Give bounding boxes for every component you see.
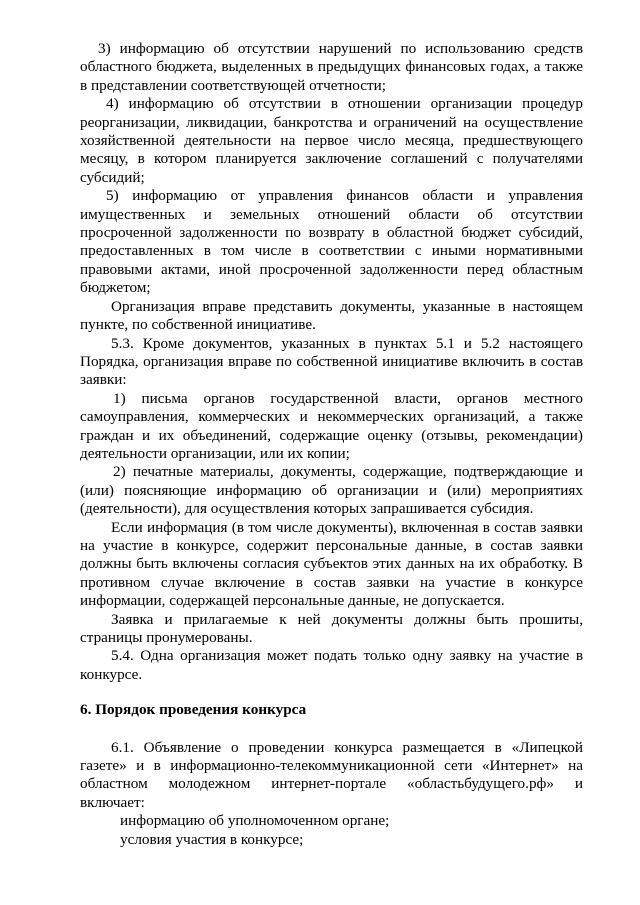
paragraph-6-1: 6.1. Объявление о проведении конкурса размещается в «Липецкой газете» и в информационно-телекоммуникационной сети «Интернет» на областном молодежном интернет-портале «областьбудущего.рф» и включает: xyxy=(80,738,583,811)
paragraph-subitem-1: 1) письма органов государственной власти, органов местного самоуправления, коммерческих и некоммерческих организаций, а также граждан и их объединений, содержащие оценку (отзывы, рекомендации) деятельности организации, или их копии; xyxy=(80,389,583,462)
paragraph-personal-data: Если информация (в том числе документы), включенная в состав заявки на участие в конкурсе, содержит персональные данные, в состав заявки должны быть включены согласия субъектов этих данных на их обработку. В противном случае включение в состав заявки на участие в конкурсе информации, содержащей персональные данные, не допускается. xyxy=(80,518,583,610)
paragraph-item-4: 4) информацию об отсутствии в отношении организации процедур реорганизации, ликвидации, банкротства и ограничений на осуществление хозяйственной деятельности на первое число месяца, предшествующего месяцу, в котором планируется заключение соглашений с получателями субсидий; xyxy=(80,95,583,186)
list-line-conditions: условия участия в конкурсе; xyxy=(120,830,304,848)
paragraph-item-5: 5) информацию от управления финансов области и управления имущественных и земельных отношений области об отсутствии просроченной задолженности по возврату в областной бюджет субсидий, предоставленных в том числе в соответствии с иными нормативными правовыми актами, иной просроченной задолженности перед областным бюджетом; xyxy=(80,187,583,297)
list-line-authority: информацию об уполномоченном органе; xyxy=(120,812,390,830)
section-heading: 6. Порядок проведения конкурса xyxy=(80,701,307,719)
paragraph-item-3: 3) информацию об отсутствии нарушений по использованию средств областного бюджета, выделенных в предыдущих финансовых годах, а также в представлении соответствующей отчетности; xyxy=(80,40,583,94)
paragraph-binding: Заявка и прилагаемые к ней документы должны быть прошиты, страницы пронумерованы. xyxy=(80,610,583,646)
paragraph-subitem-2: 2) печатные материалы, документы, содержащие, подтверждающие и (или) поясняющие информацию об организации и (или) мероприятиях (деятельности), для осуществления которых запрашивается субсидия. xyxy=(80,463,583,518)
paragraph-own-initiative: Организация вправе представить документы, указанные в настоящем пункте, по собственной инициативе. xyxy=(80,297,583,334)
paragraph-5-4: 5.4. Одна организация может подать только одну заявку на участие в конкурсе. xyxy=(80,647,583,683)
paragraph-5-3: 5.3. Кроме документов, указанных в пунктах 5.1 и 5.2 настоящего Порядка, организация вправе по собственной инициативе включить в состав заявки: xyxy=(80,334,583,389)
document-page xyxy=(80,40,583,849)
